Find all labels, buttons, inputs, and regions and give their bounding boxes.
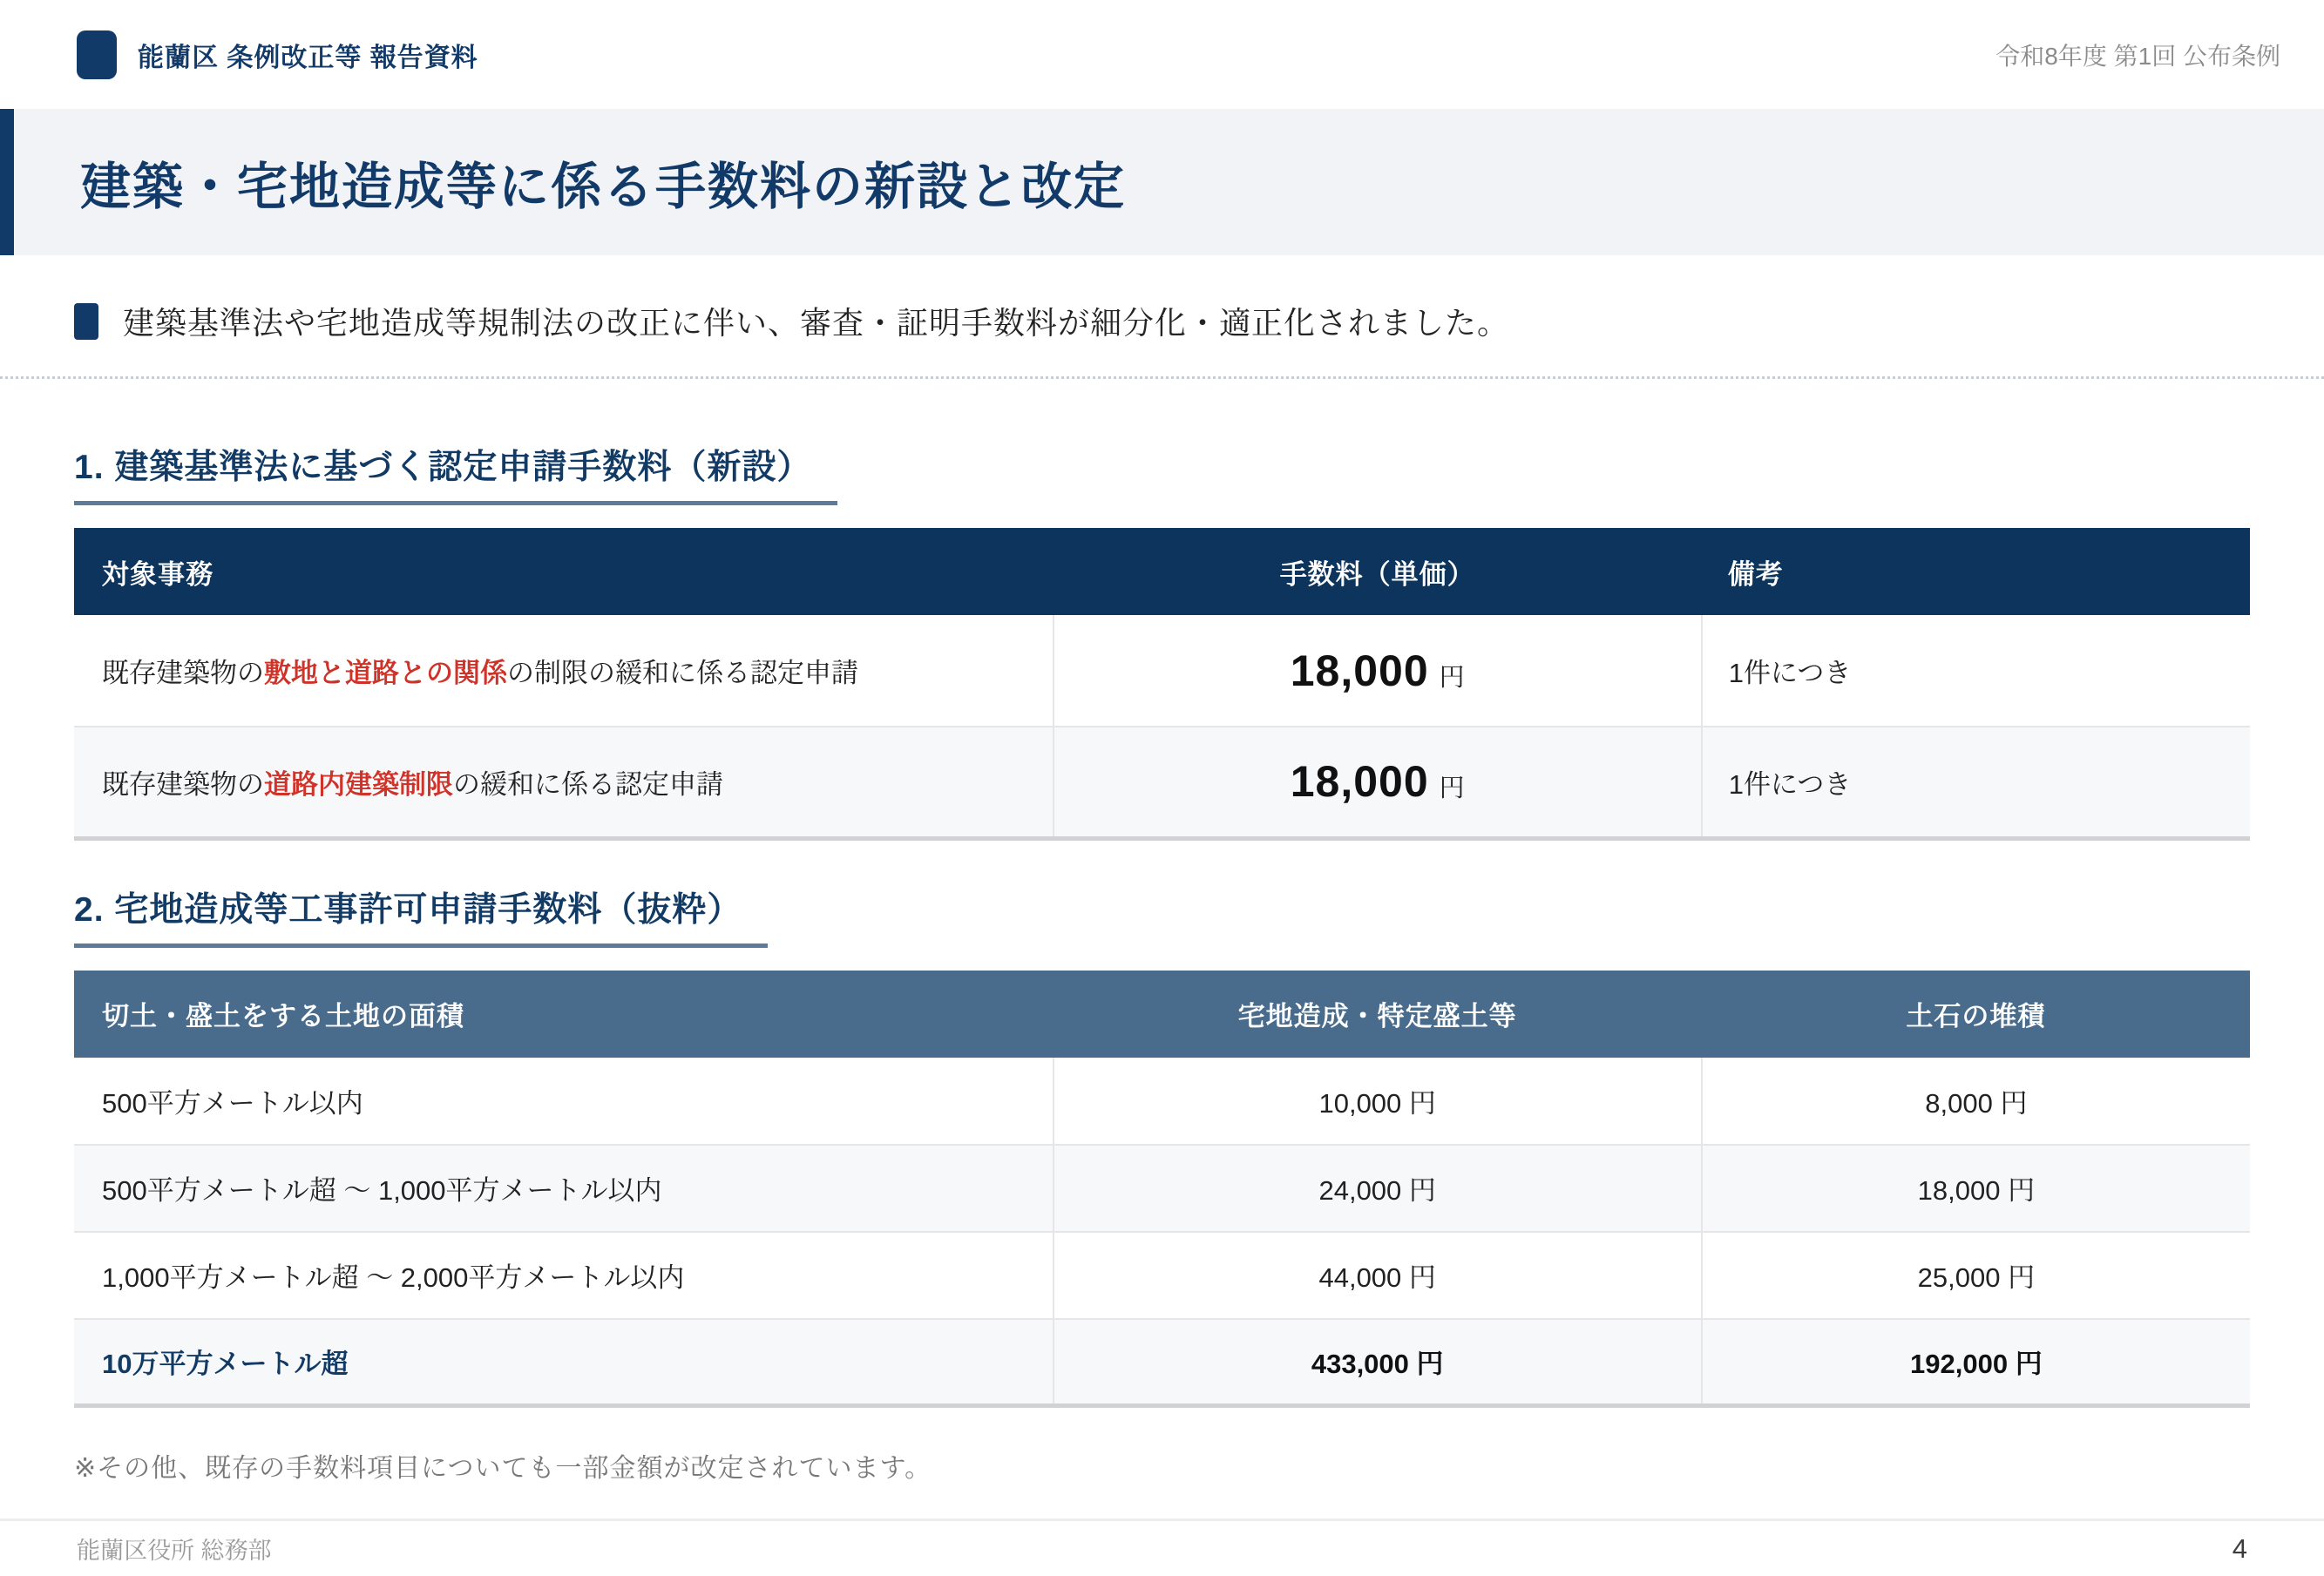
subject-text: の緩和に係る認定申請 [453, 768, 723, 800]
table-row [74, 1145, 2250, 1232]
table-row [74, 1232, 2250, 1319]
subject-highlight: 敷地と道路との関係 [264, 658, 507, 688]
area-cell: 500平方メートル超 〜 1,000平方メートル以内 [74, 1145, 1054, 1232]
footer-organization: 能蘭区役所 総務部 [77, 1538, 272, 1564]
fee-cell [1054, 727, 1702, 838]
column-header-note: 備考 [1702, 528, 2250, 615]
subject-text: 既存建築物の [102, 768, 264, 800]
document-title: 能蘭区 条例改正等 報告資料 [138, 43, 478, 72]
logo-mark-icon [77, 30, 117, 79]
title-accent-bar [0, 109, 14, 255]
column-header-land-dev-fee: 宅地造成・特定盛土等 [1054, 971, 1702, 1058]
section2-table [74, 971, 2250, 1409]
main-content [74, 379, 2250, 1408]
fee-amount: 18,000 [1290, 757, 1429, 807]
page-footer [0, 1519, 2324, 1576]
fee-unit: 円 [1439, 663, 1465, 692]
fee-cell: 8,000 円 [1702, 1058, 2250, 1145]
fee-cell: 10,000 円 [1054, 1058, 1702, 1145]
fee-amount: 18,000 [1290, 646, 1429, 695]
table-row [74, 615, 2250, 727]
area-cell: 500平方メートル以内 [74, 1058, 1054, 1145]
fee-cell: 24,000 円 [1054, 1145, 1702, 1232]
table-row [74, 1058, 2250, 1145]
lead-text: 建築基準法や宅地造成等規制法の改正に伴い、審査・証明手数料が細分化・適正化されました。 [123, 305, 1510, 341]
note-cell: 1件につき [1702, 727, 2250, 838]
table1-header-row [74, 528, 2250, 615]
section1-heading: 1. 建築基準法に基づく認定申請手数料（新設） [74, 440, 837, 505]
fee-cell: 44,000 円 [1054, 1232, 1702, 1319]
page-number: 4 [2232, 1532, 2247, 1564]
lead-statement [74, 299, 2250, 343]
fee-unit: 円 [1439, 774, 1465, 803]
fee-cell: 433,000 円 [1054, 1319, 1702, 1406]
column-header-subject: 対象事務 [74, 528, 1054, 615]
square-bullet-icon [74, 303, 98, 340]
table-row [74, 727, 2250, 838]
fee-cell [1054, 615, 1702, 727]
page-title: 建築・宅地造成等に係る手数料の新設と改定 [80, 159, 1127, 215]
fee-cell: 192,000 円 [1702, 1319, 2250, 1406]
top-header-left [77, 30, 478, 79]
column-header-area: 切土・盛土をする土地の面積 [74, 971, 1054, 1058]
table-row-emphasis [74, 1319, 2250, 1406]
note-cell: 1件につき [1702, 615, 2250, 727]
subject-text: 既存建築物の [102, 658, 264, 688]
section2-heading: 2. 宅地造成等工事許可申請手数料（抜粋） [74, 883, 768, 948]
subject-cell [74, 727, 1054, 838]
column-header-soil-fee: 土石の堆積 [1702, 971, 2250, 1058]
table2-header-row [74, 971, 2250, 1058]
footnote: ※その他、既存の手数料項目についても一部金額が改定されています。 [74, 1454, 932, 1483]
top-header [0, 0, 2324, 109]
subject-highlight: 道路内建築制限 [264, 768, 453, 800]
fee-cell: 25,000 円 [1702, 1232, 2250, 1319]
subject-cell [74, 615, 1054, 727]
section1-table [74, 528, 2250, 841]
column-header-fee: 手数料（単価） [1054, 528, 1702, 615]
subject-text: の制限の緩和に係る認定申請 [507, 658, 858, 688]
document-edition: 令和8年度 第1回 公布条例 [1995, 42, 2280, 70]
area-cell: 10万平方メートル超 [74, 1319, 1054, 1406]
title-banner [0, 109, 2324, 255]
area-cell: 1,000平方メートル超 〜 2,000平方メートル以内 [74, 1232, 1054, 1319]
fee-cell: 18,000 円 [1702, 1145, 2250, 1232]
